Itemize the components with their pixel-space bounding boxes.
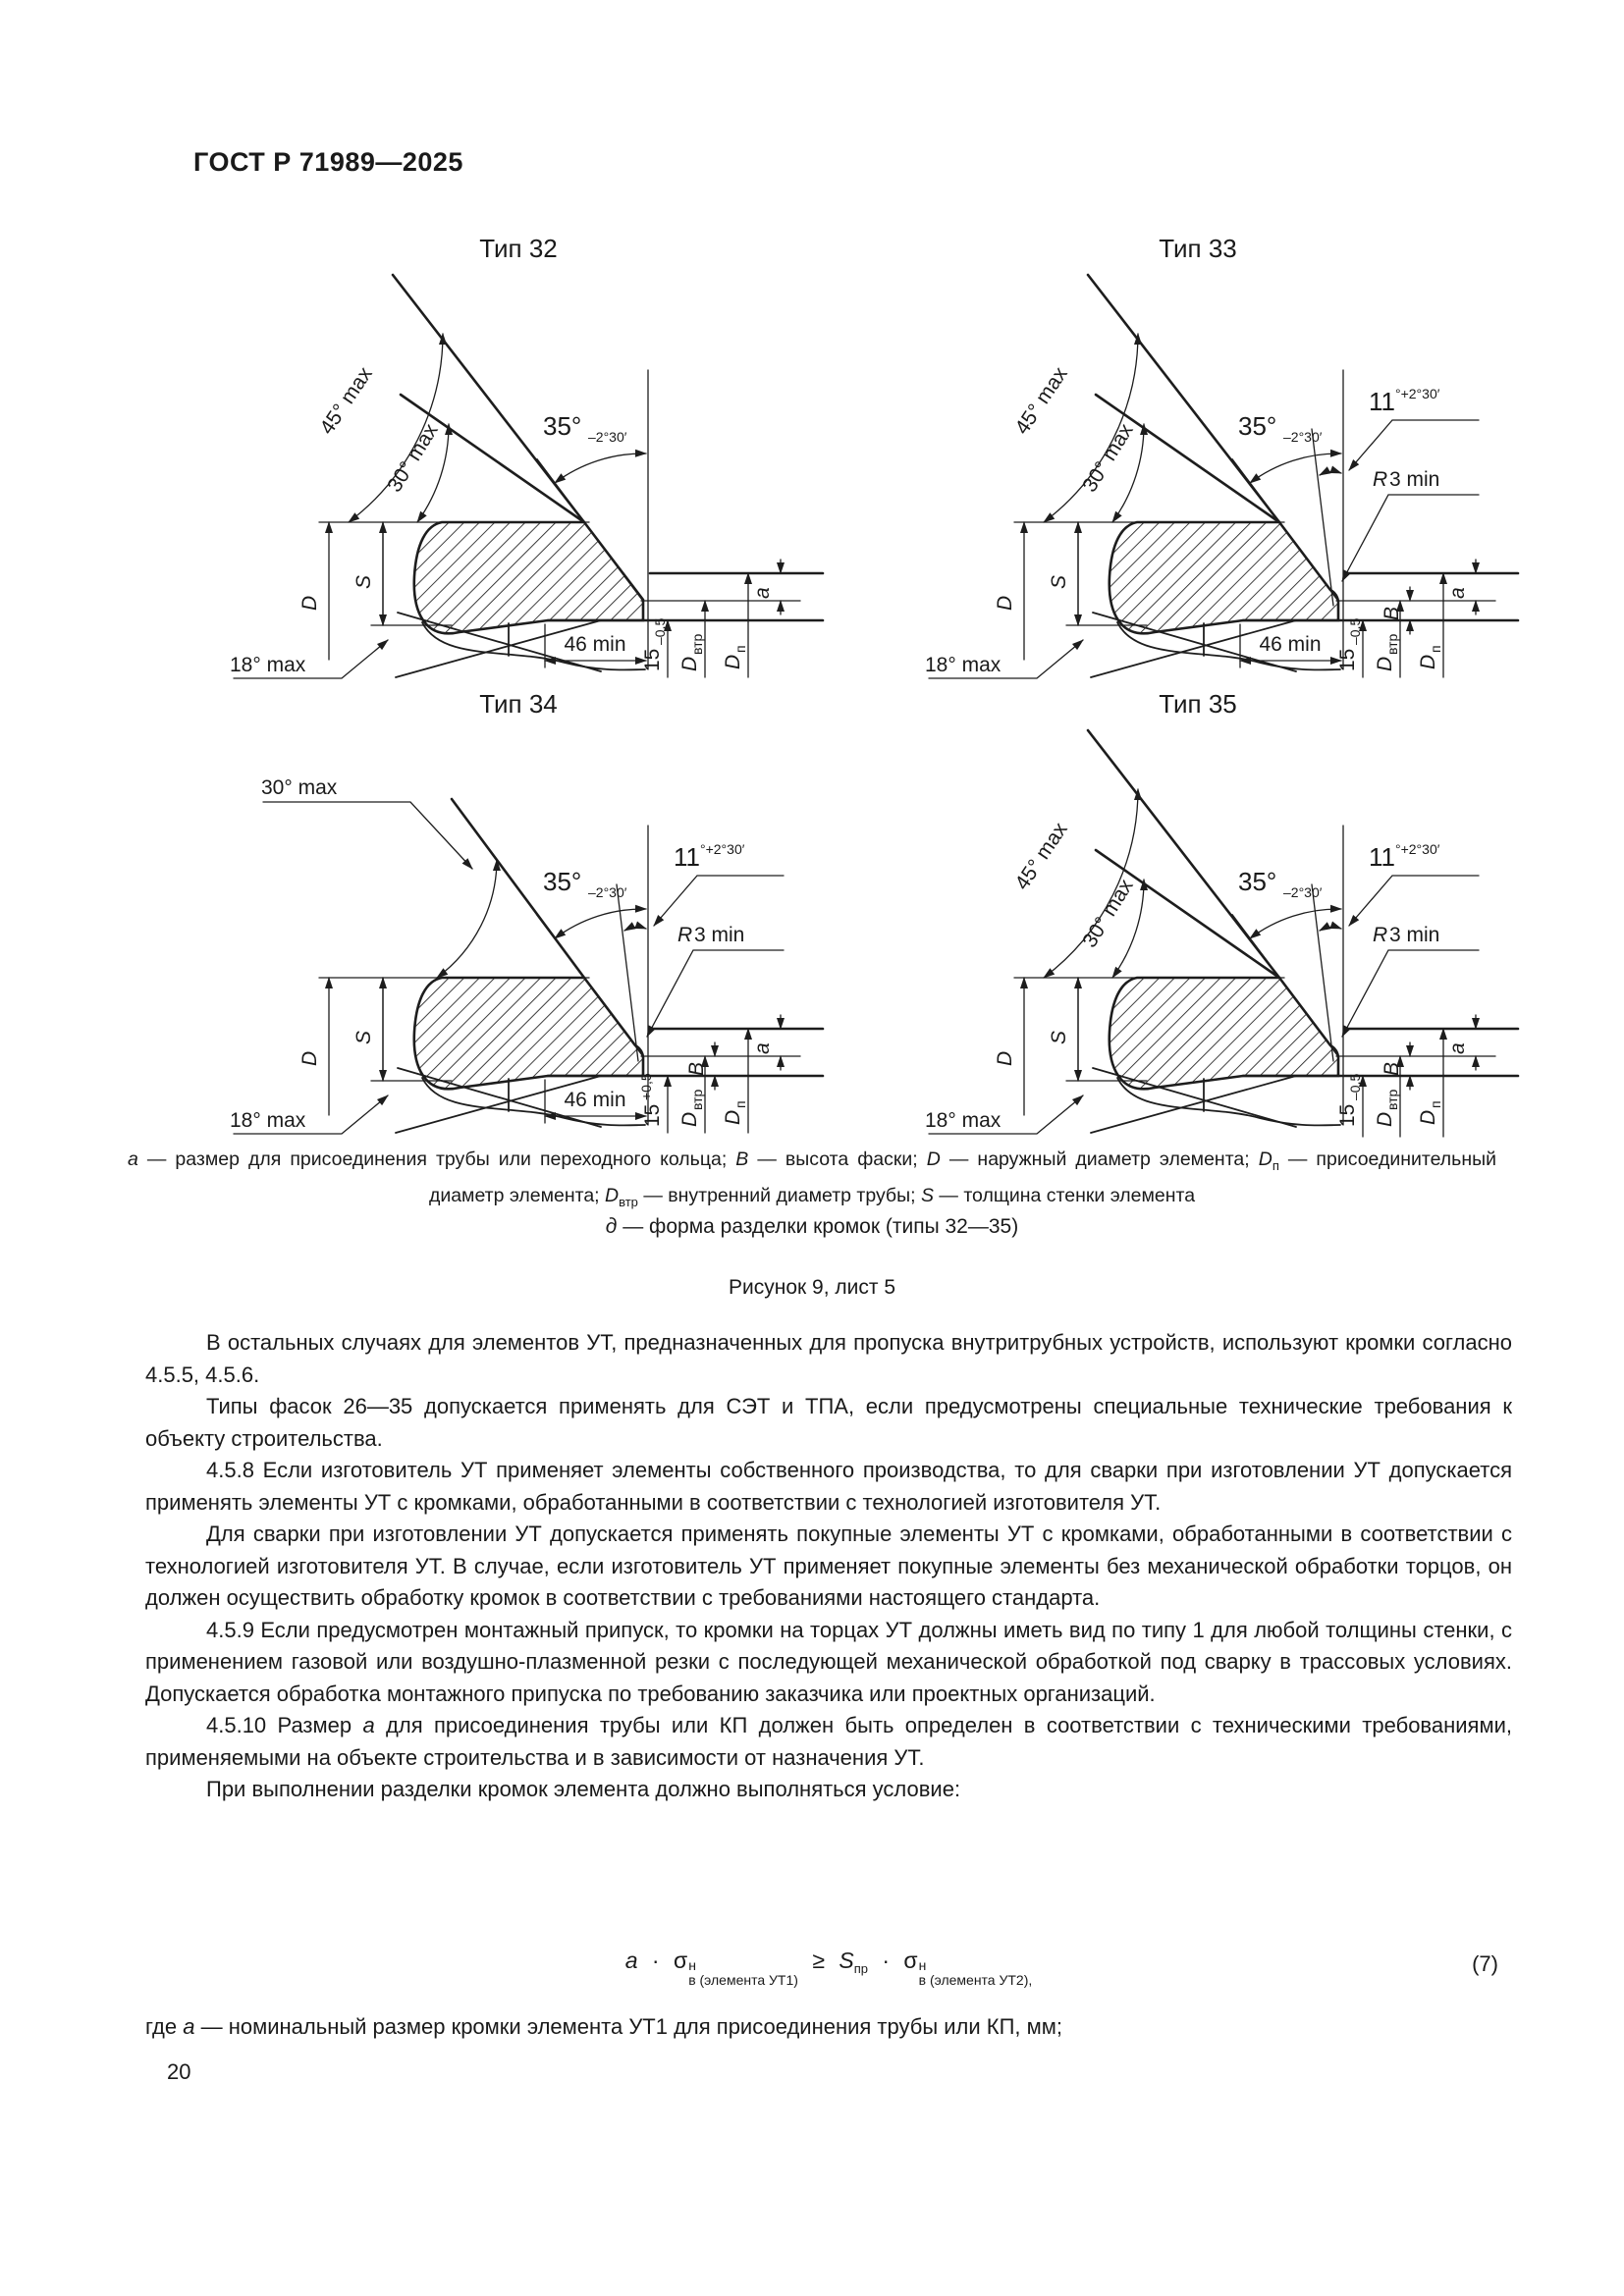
angle-30-label: 30° max [1078, 875, 1138, 952]
figure-title: Тип 33 [1159, 234, 1237, 263]
where-clause: где а — номинальный размер кромки элемента УТ1 для присоединения трубы или КП, мм; [145, 2014, 1063, 2039]
dim-15-tolerance: +0,5 [638, 1073, 654, 1100]
dim-46min-label: 46 min [564, 633, 626, 656]
figure-legend: а — размер для присоединения трубы или переходного кольца; В — высота фаски; D — наружный диаметр элемента; $D_п$ — присоединительный диаметр элемента; $D_{втр}$ — внутренний диаметр трубы; S — толщина стенки элемента [128, 1148, 1497, 1209]
paragraph: Типы фасок 26—35 допускается применять для СЭТ и ТПА, если предусмотрены специальные технические требования к объекту строительства. [145, 1394, 1512, 1451]
paragraph: В остальных случаях для элементов УТ, предназначенных для пропуска внутритрубных устройств, используют кромки согласно 4.5.5, 4.5.6. [145, 1330, 1512, 1387]
angle-18-label: 18° max [925, 654, 1001, 676]
angle-11-arc [624, 927, 646, 931]
r3-min-label-rest: 3 min [1389, 468, 1440, 491]
angle-30-arc [437, 860, 497, 978]
figure-title: Тип 34 [479, 689, 558, 719]
legend-var-a: а [128, 1148, 138, 1170]
page-number: 20 [167, 2059, 191, 2084]
legend-var-Dvtr: D [605, 1185, 620, 1206]
angle-11-leader [1349, 420, 1479, 470]
r3-leader [1342, 950, 1479, 1037]
dim-Dvtr-label: D [1374, 1111, 1396, 1127]
dim-Dp-label: D [1417, 654, 1439, 669]
angle-35-arc [555, 454, 646, 483]
dim-Dvtr-subscript: втр [689, 633, 705, 655]
angle-35-arc [555, 909, 646, 938]
dim-Dp-subscript: п [732, 1100, 748, 1108]
dim-S-label: S [352, 574, 375, 589]
paragraph: Для сварки при изготовлении УТ допускается применять покупные элементы УТ с кромками, обработанными в соответствии с технологией изготовителя УТ. В случае, если изготовитель УТ применяет покупные элементы без механической обработки торцов, он должен осуществить обработку кромок в соответствии с требованиями настоящего стандарта. [145, 1522, 1512, 1610]
dim-a-label: a [1446, 587, 1469, 599]
angle-11-arc [1320, 927, 1341, 931]
angle-18-label: 18° max [925, 1109, 1001, 1132]
dim-Dp-subscript: п [1428, 1100, 1443, 1108]
figure-number: Рисунок 9, лист 5 [729, 1276, 895, 1299]
paragraph-4-5-10: 4.5.10 Размер а для присоединения трубы или КП должен быть определен в соответствии с техническими требованиями, применяемыми на объекте строительства и в зависимости от назначения УТ. [145, 1713, 1512, 1770]
dim-D-label: D [298, 1050, 321, 1066]
dim-Dvtr-label: D [678, 1111, 701, 1127]
body-text [145, 1327, 1512, 1806]
dim-S-label: S [1048, 574, 1070, 589]
angle-45-label: 45° max [1010, 818, 1072, 894]
dim-B-label: B [685, 1061, 708, 1076]
dim-Dp-subscript: п [732, 645, 748, 653]
element-cross-section [1110, 978, 1338, 1089]
r3-min-label: R [1373, 468, 1388, 491]
r3-min-label-rest: 3 min [694, 924, 745, 946]
dim-15-label: 15 [1336, 1103, 1359, 1127]
angle-35-label: 35° [543, 411, 582, 441]
paragraph: При выполнении разделки кромок элемента должно выполняться условие: [206, 1777, 961, 1801]
dim-a-label: a [751, 587, 774, 599]
paragraph-4-5-8: 4.5.8 Если изготовитель УТ применяет элементы собственного производства, то для сварки при изготовлении УТ допускается применять элементы УТ с кромками, обработанными в соответствии с технологией изготовителя УТ. [145, 1458, 1512, 1515]
figure-type-34-diagram [147, 683, 835, 1140]
angle-45-label: 45° max [315, 362, 377, 439]
angle-11-tolerance: °+2°30′ [1395, 386, 1440, 401]
legend-var-B: В [735, 1148, 749, 1170]
angle-30-leader [263, 802, 472, 869]
dim-15-tolerance: –0,5 [652, 617, 668, 645]
angle-35-label: 35° [1238, 411, 1277, 441]
figure-type-32-diagram [147, 228, 835, 684]
figure-title: Тип 32 [479, 234, 558, 263]
angle-11-leader [1349, 876, 1479, 926]
dim-15-label: 15 [641, 648, 664, 671]
figure-subcaption: д — форма разделки кромок (типы 32—35) [605, 1215, 1019, 1238]
angle-11-tolerance: °+2°30′ [700, 841, 745, 857]
document-header: ГОСТ Р 71989—2025 [193, 147, 463, 177]
angle-35-tolerance: –2°30′ [1283, 884, 1323, 900]
dim-Dp-subscript: п [1428, 645, 1443, 653]
angle-35-tolerance: –2°30′ [588, 429, 627, 445]
dim-15-tolerance: –0,5 [1347, 1073, 1363, 1100]
angle-11-label: 11 [1369, 387, 1395, 416]
dim-Dp-label: D [1417, 1109, 1439, 1125]
angle-35-label: 35° [1238, 867, 1277, 896]
dim-46min-label: 46 min [1259, 633, 1322, 656]
r3-min-label: R [1373, 924, 1388, 946]
figure-type-33-diagram [842, 228, 1530, 684]
angle-45-label: 45° max [1010, 362, 1072, 439]
angle-11-label: 11 [674, 842, 700, 872]
angle-30-label: 30° max [383, 419, 443, 497]
angle-35-arc [1250, 909, 1341, 938]
angle-30-label: 30° max [261, 776, 338, 799]
dim-S-label: S [1048, 1030, 1070, 1044]
formula-7: a · σ н в (элемента УТ1) ≥ $S_{пр} \cdot \sigma$ н в (элемента УТ2), (7) [624, 1948, 1498, 1988]
angle-35-label: 35° [543, 867, 582, 896]
angle-11-tolerance: °+2°30′ [1395, 841, 1440, 857]
angle-35-tolerance: –2°30′ [1283, 429, 1323, 445]
legend-var-D: D [926, 1148, 941, 1170]
angle-35-arc [1250, 454, 1341, 483]
element-cross-section [414, 522, 643, 633]
dim-Dp-label: D [722, 1109, 744, 1125]
dim-46min-label: 46 min [564, 1089, 626, 1111]
r3-leader [1342, 495, 1479, 581]
angle-11-arc [1320, 471, 1341, 475]
dim-D-label: D [994, 1050, 1016, 1066]
element-cross-section [1110, 522, 1338, 633]
angle-35-tolerance: –2°30′ [588, 884, 627, 900]
dim-15-label: 15 [641, 1103, 664, 1127]
dim-B-label: B [1380, 1061, 1403, 1076]
paragraph-4-5-9: 4.5.9 Если предусмотрен монтажный припуск, то кромки на торцах УТ должны иметь вид по типу 1 для любой толщины стенки, с применением газовой или воздушно-плазменной резки с последующей механической обработкой под сварку в трассовых условиях. Допускается обработка монтажного припуска по требованию заказчика или проектных организаций. [145, 1617, 1512, 1706]
dim-15-label: 15 [1336, 648, 1359, 671]
dim-Dp-label: D [722, 654, 744, 669]
r3-leader [647, 950, 784, 1037]
dim-S-label: S [352, 1030, 375, 1044]
dim-Dvtr-subscript: втр [1384, 633, 1400, 655]
dim-D-label: D [994, 595, 1016, 611]
dim-Dvtr-label: D [678, 656, 701, 671]
angle-11-leader [654, 876, 784, 926]
dim-15-tolerance: –0,5 [1347, 617, 1363, 645]
legend-var-S: S [920, 1185, 934, 1206]
r3-min-label-rest: 3 min [1389, 924, 1440, 946]
angle-30-label: 30° max [1078, 419, 1138, 497]
angle-18-label: 18° max [230, 1109, 306, 1132]
figure-type-35-diagram [842, 683, 1530, 1140]
dim-B-label: B [1380, 606, 1403, 620]
angle-18-label: 18° max [230, 654, 306, 676]
formula-number: (7) [1472, 1951, 1498, 1976]
element-cross-section [414, 978, 643, 1089]
dim-a-label: a [751, 1042, 774, 1054]
dim-Dvtr-subscript: втр [1384, 1089, 1400, 1110]
angle-11-label: 11 [1369, 842, 1395, 872]
figure-title: Тип 35 [1159, 689, 1237, 719]
dim-a-label: a [1446, 1042, 1469, 1054]
sigma-indices: н в (элемента УТ2), [918, 1957, 1033, 1988]
dim-Dvtr-label: D [1374, 656, 1396, 671]
sigma-indices: н в (элемента УТ1) [688, 1957, 798, 1988]
dim-D-label: D [298, 595, 321, 611]
legend-var-Dp: D [1258, 1148, 1272, 1170]
dim-Dvtr-subscript: втр [689, 1089, 705, 1110]
r3-min-label: R [677, 924, 693, 946]
